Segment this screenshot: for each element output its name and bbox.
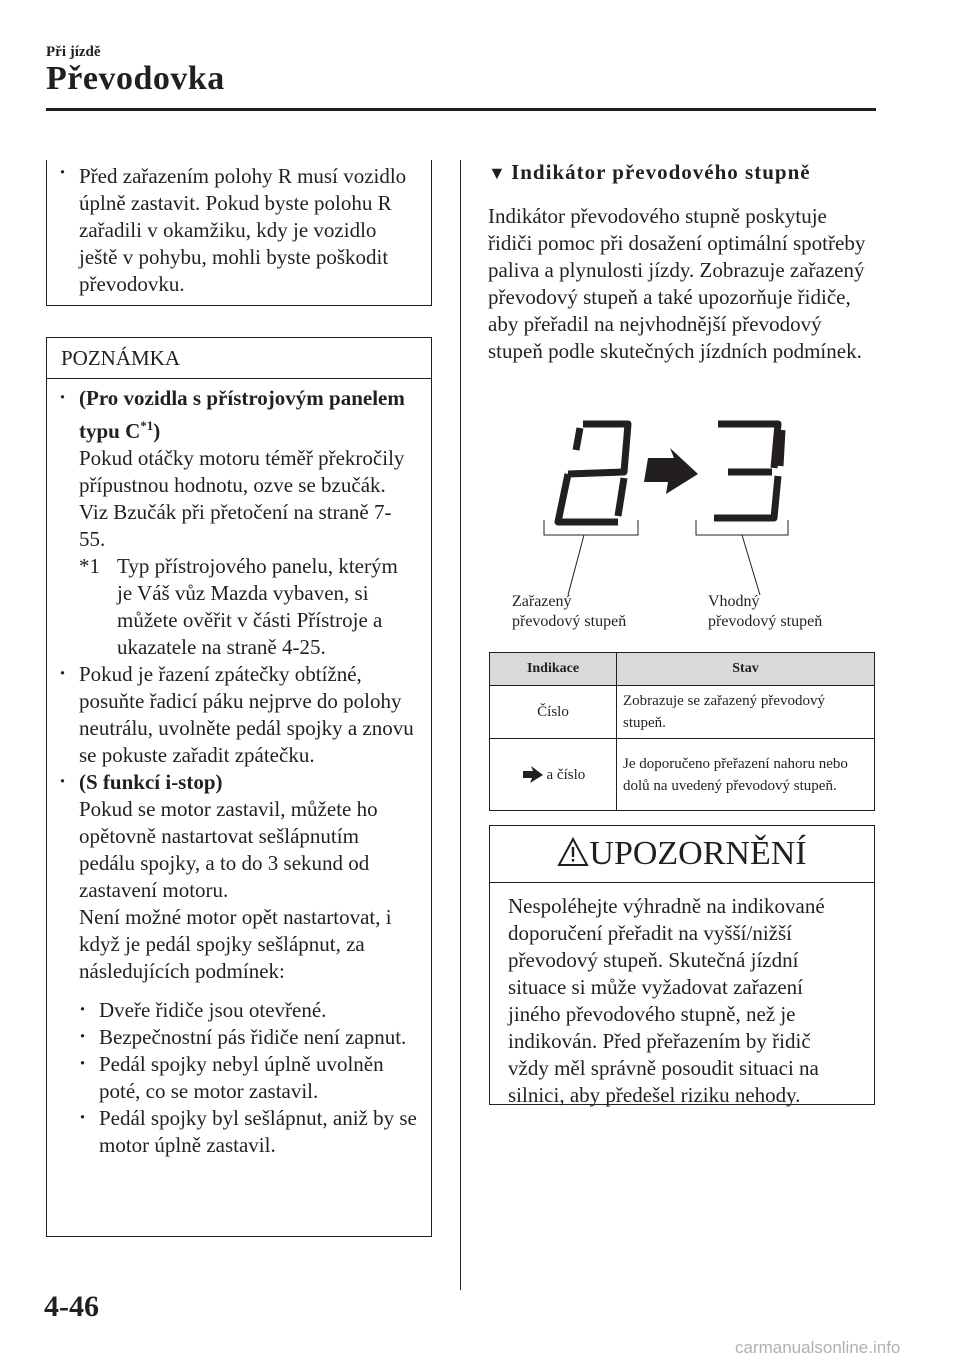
footnote-mark: *1 [79, 554, 100, 578]
condition-item: · Pedál spojky byl sešlápnut, aniž by se motor úplně zastavil. [47, 1105, 417, 1159]
note-item-reverse: · Pokud je řazení zpátečky obtížné, posuňte řadicí páku nejprve do polohy neutrálu, uvolněte pedál spojky a znovu se pokuste zařadit zpátečku. [47, 661, 417, 769]
note-item-panel-c [47, 385, 417, 445]
label-suggested-gear [708, 592, 822, 632]
callout-lines [544, 520, 788, 595]
condition-item: · Pedál spojky nebyl úplně uvolněn poté, co se motor zastavil. [47, 1051, 417, 1105]
digit-3-icon [714, 424, 782, 518]
note-item-title: (S funkcí i-stop) [79, 770, 223, 794]
footnote-ref: *1 [140, 418, 154, 433]
arrow-right-icon [521, 766, 543, 784]
note-box [46, 337, 432, 1237]
table-cell-state: Je doporučeno přeřazení nahoru nebo dolů na uvedený převodový stupeň. [617, 739, 875, 811]
arrow-right-icon [644, 448, 698, 494]
label-current-line1: Zařazený [512, 593, 572, 610]
watermark: carmanualsonline.info [735, 1338, 901, 1357]
note-heading: POZNÁMKA [47, 338, 431, 379]
note-item-body: Není možné motor opět nastartovat, i když je pedál spojky sešlápnut, za následujících podmínek: [79, 905, 392, 983]
table-cell-indication [490, 739, 617, 811]
note-item-body: Pokud se motor zastavil, můžete ho opětovně nastartovat sešlápnutím pedálu spojky, a to do 3 sekund od zastavení motoru. [79, 797, 378, 902]
page-number: 4-46 [44, 1290, 99, 1323]
warning-text: Nespoléhejte výhradně na indikované doporučení přeřadit na vyšší/nižší převodový stupeň. Skutečná jízdní situace si může vyžadovat zařazení jiného převodového stupně, než je indikován. Před přeřazením by řidič vždy měl správně posoudit situaci na silnici, aby předešel riziku nehody. [508, 894, 825, 1107]
footnote [47, 553, 417, 661]
indicator-description: Indikátor převodového stupně poskytuje řidiči pomoc při dosažení optimální spotřeby paliva a plynulosti jízdy. Zobrazuje zařazený převodový stupeň a také upozorňuje řidiče, aby přeřadil na nejvhodnější převodový stupeň podle skutečných jízdních podmínek. [488, 204, 866, 363]
page-title: Převodovka [46, 60, 225, 97]
warning-title-text: UPOZORNĚNÍ [589, 835, 807, 872]
table-row [490, 686, 875, 739]
footnote-text: Typ přístrojového panelu, kterým je Váš vůz Mazda vybaven, si můžete ověřit v části Přístroje a ukazatele na straně 4-25. [117, 554, 398, 659]
digit-2-icon [558, 424, 628, 522]
table-row [490, 739, 875, 811]
note-item-body: Pokud otáčky motoru téměř překročily přípustnou hodnotu, ozve se bzučák. [79, 446, 405, 497]
caution-box-continued [46, 160, 432, 306]
warning-box [489, 825, 875, 1105]
label-current-gear [512, 592, 626, 632]
warning-triangle-icon [557, 837, 589, 867]
note-body [47, 379, 431, 1159]
table-header-row [490, 653, 875, 686]
indicator-heading-text: Indikátor převodového stupně [511, 160, 811, 184]
table-header-state: Stav [617, 653, 875, 686]
label-suggested-line2: převodový stupeň [708, 613, 823, 630]
table-cell-indication: Číslo [490, 686, 617, 739]
triangle-down-icon: ▼ [488, 163, 506, 183]
table-header-indication: Indikace [490, 653, 617, 686]
condition-item: · Dveře řidiče jsou otevřené. [47, 997, 417, 1024]
warning-heading [490, 826, 874, 882]
table-cell-state: Zobrazuje se zařazený převodový stupeň. [617, 686, 875, 739]
title-rule [46, 108, 876, 111]
note-item-istop [47, 769, 417, 796]
section-label: Při jízdě [46, 44, 101, 60]
caution-item: · Před zařazením polohy R musí vozidlo úplně zastavit. Pokud byste polohu R zařadili v okamžiku, kdy je vozidlo ještě v pohybu, mohli byste poškodit převodovku. [47, 160, 431, 298]
note-item-reference: Viz Bzučák při přetočení na straně 7-55. [79, 500, 392, 551]
condition-item: · Bezpečnostní pás řidiče není zapnut. [47, 1024, 417, 1051]
column-divider [460, 160, 461, 1290]
label-suggested-line1: Vhodný [708, 593, 760, 610]
indicator-heading [488, 160, 811, 185]
indication-text: a číslo [546, 766, 586, 783]
indicator-state-table [489, 652, 875, 811]
label-current-line2: převodový stupeň [512, 613, 627, 630]
note-item-title: (Pro vozidla s přístrojovým panelem typu $C^{*1}$) [79, 386, 405, 443]
